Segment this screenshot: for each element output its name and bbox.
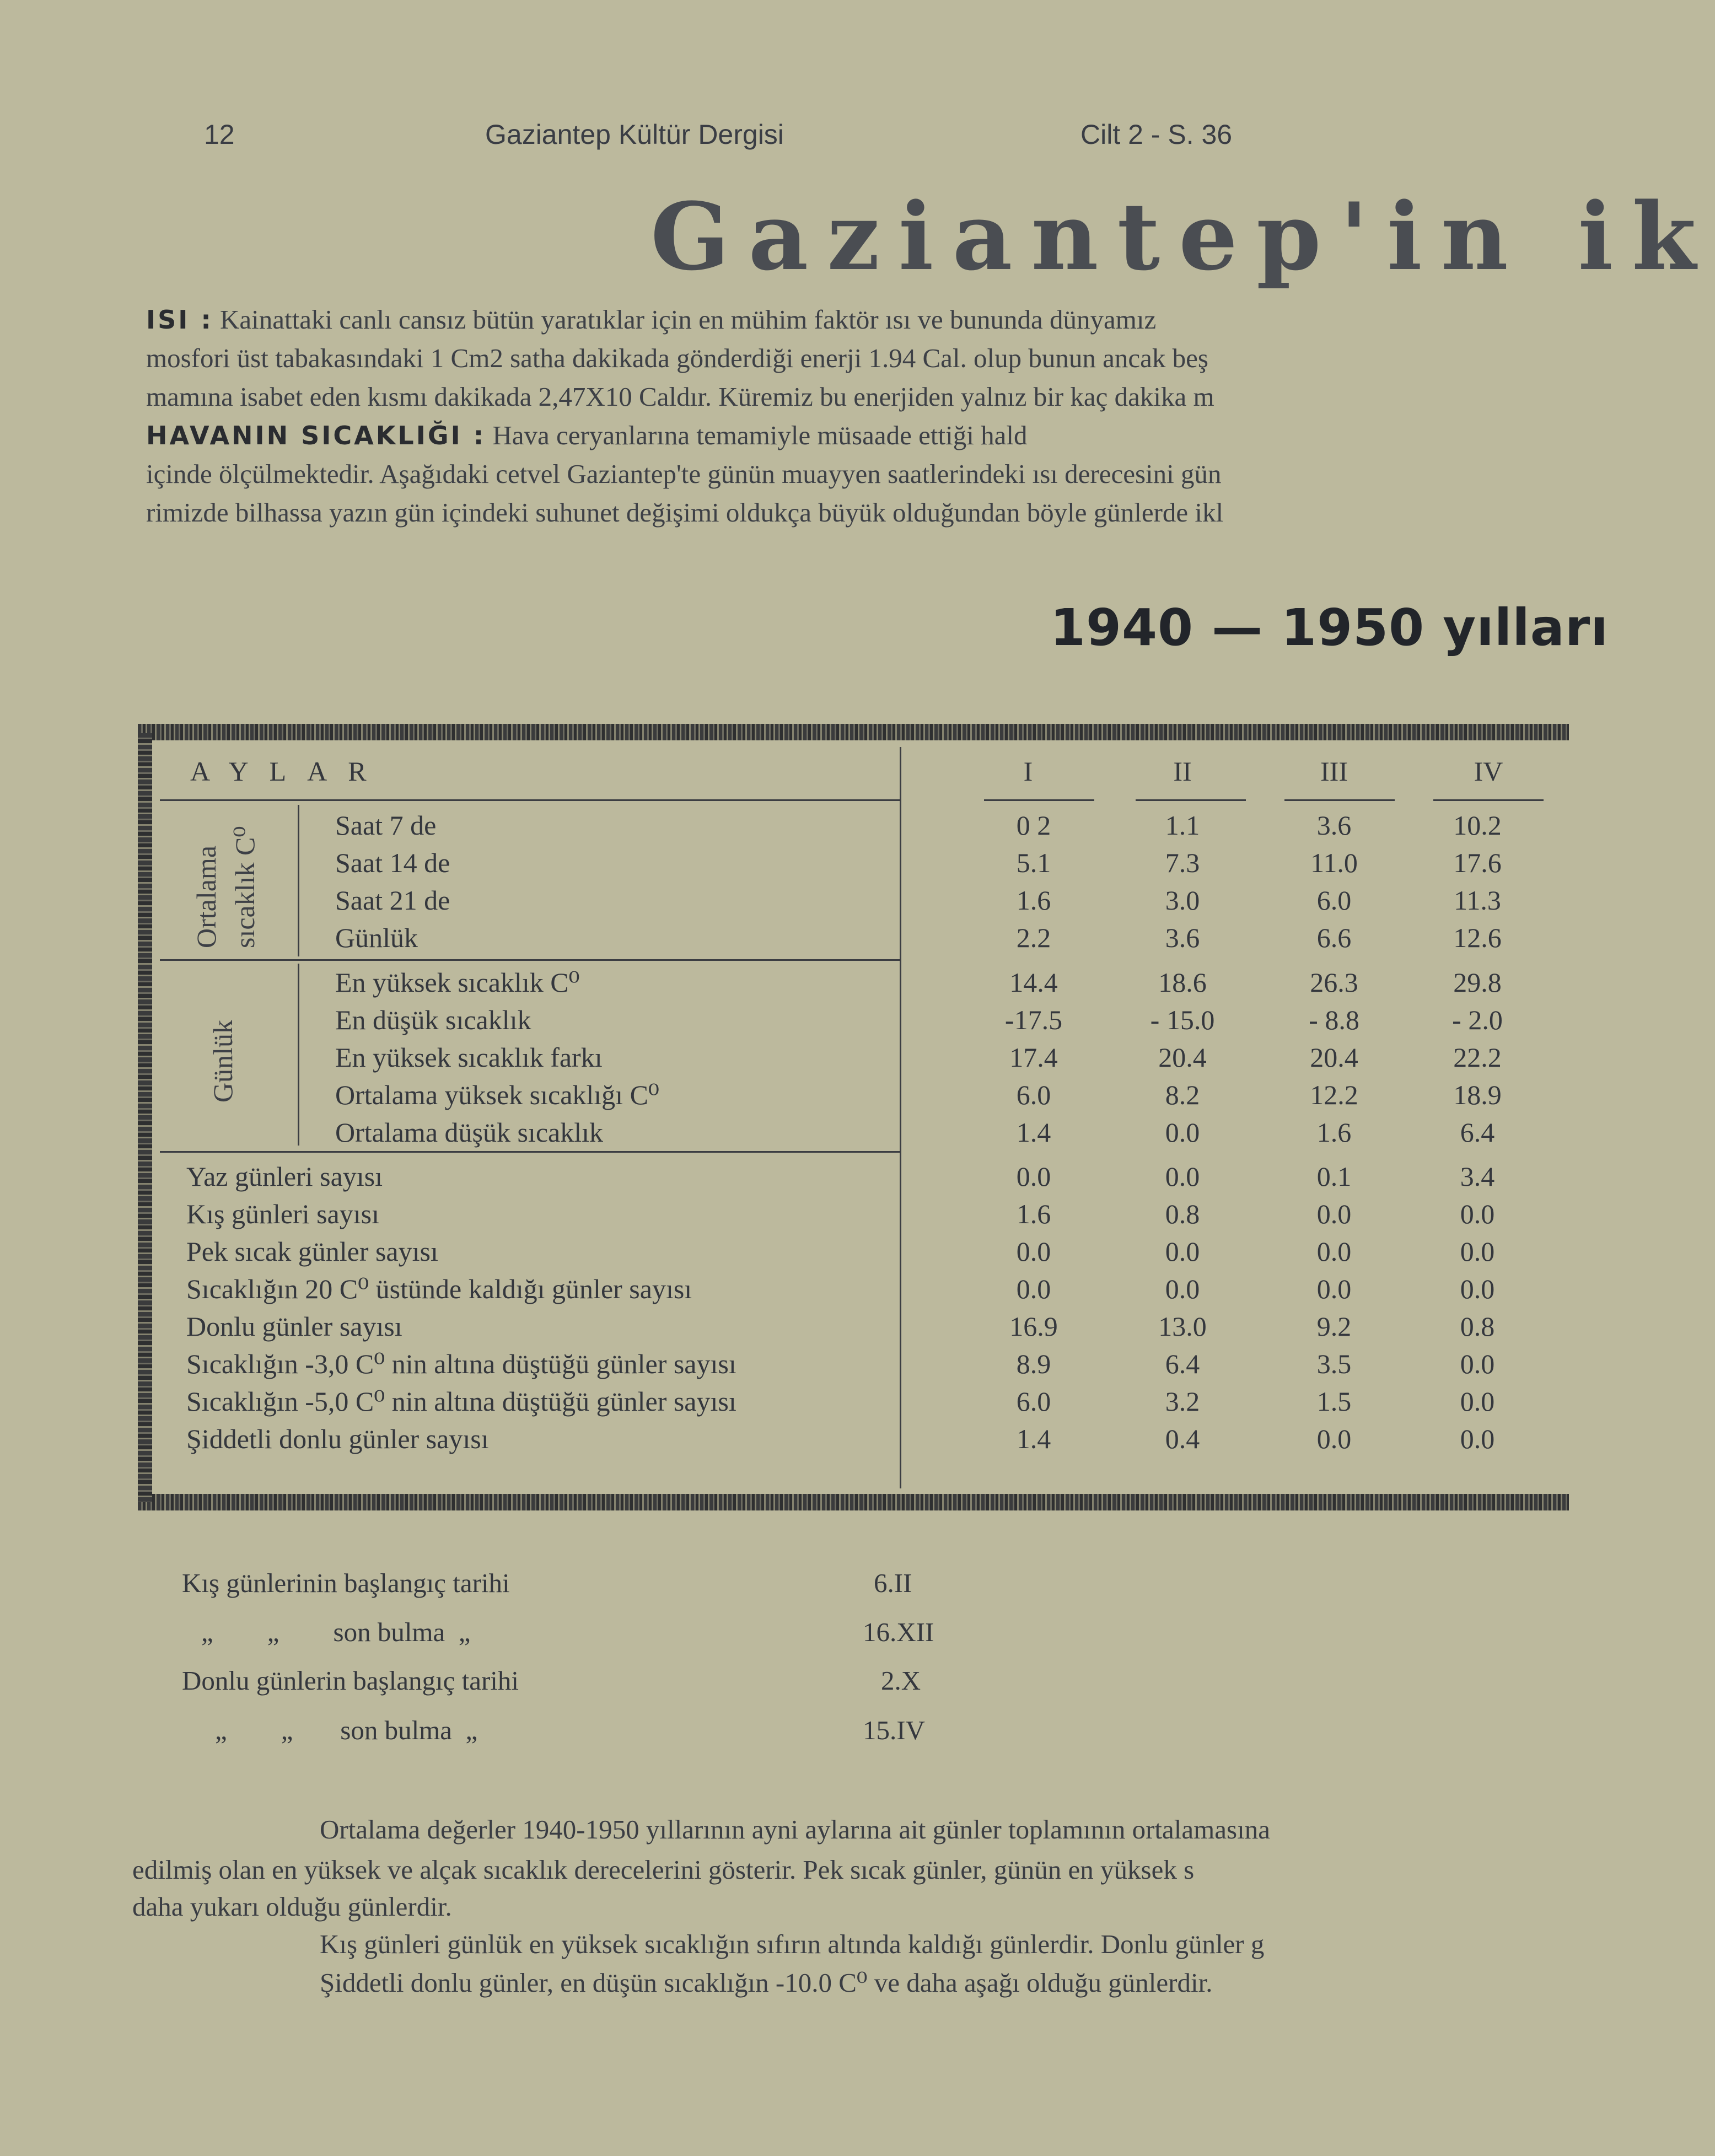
group2-rule xyxy=(298,964,299,1146)
row-label: Günlük xyxy=(335,922,418,953)
value-cell: 0.0 xyxy=(1016,1161,1051,1192)
page-number: 12 xyxy=(204,119,235,150)
value-cell: 0.0 xyxy=(1316,1236,1352,1267)
isi-label: ISI : xyxy=(146,305,213,335)
note-label: „ „ son bulma „ xyxy=(215,1715,478,1745)
value-cell: 0.0 xyxy=(1460,1386,1495,1417)
row-label: Sıcaklığın 20 C⁰ üstünde kaldığı günler sayısı xyxy=(186,1273,692,1304)
value-cell: 3.2 xyxy=(1165,1386,1200,1417)
journal-name: Gaziantep Kültür Dergisi xyxy=(485,119,784,150)
value-cell: 10.2 xyxy=(1453,810,1502,841)
value-cell: 6.0 xyxy=(1016,1079,1051,1110)
table-left-border xyxy=(138,733,152,1502)
intro-line-5: içinde ölçülmektedir. Aşağıdaki cetvel Gaziantep'te günün muayyen saatlerindeki ısı derecesini gün xyxy=(146,459,1222,489)
value-cell: - 2.0 xyxy=(1452,1004,1503,1035)
value-cell: 0.0 xyxy=(1165,1236,1200,1267)
row-label: Yaz günleri sayısı xyxy=(186,1161,383,1192)
value-cell: - 8.8 xyxy=(1309,1004,1359,1035)
table-subtitle: 1940 — 1950 yılları xyxy=(1050,598,1609,657)
value-cell: 1.5 xyxy=(1316,1386,1352,1417)
value-cell: 0.1 xyxy=(1316,1161,1352,1192)
group1-label-a: Ortalama xyxy=(191,845,222,948)
value-cell: 3.6 xyxy=(1316,810,1352,841)
row-label: Ortalama yüksek sıcaklığı C⁰ xyxy=(335,1079,659,1110)
row-label: Donlu günler sayısı xyxy=(186,1311,402,1342)
value-cell: -17.5 xyxy=(1004,1004,1063,1035)
group1-rule xyxy=(298,805,299,956)
value-cell: 18.6 xyxy=(1158,967,1207,998)
row-label: Ortalama düşük sıcaklık xyxy=(335,1117,603,1148)
value-cell: 13.0 xyxy=(1158,1311,1207,1342)
note-label: „ „ son bulma „ xyxy=(201,1617,471,1647)
value-cell: 0.0 xyxy=(1460,1348,1495,1379)
value-cell: 0.0 xyxy=(1460,1198,1495,1229)
value-cell: 8.2 xyxy=(1165,1079,1200,1110)
value-cell: 14.4 xyxy=(1009,967,1058,998)
month-rule-1 xyxy=(984,799,1094,801)
value-cell: 6.4 xyxy=(1460,1117,1495,1148)
month-header-2: II xyxy=(1173,756,1192,787)
value-cell: 1.6 xyxy=(1016,1198,1051,1229)
value-cell: 11.0 xyxy=(1310,847,1358,878)
group1-label-b: sıcaklık C⁰ xyxy=(229,826,260,948)
row-label: Pek sıcak günler sayısı xyxy=(186,1236,438,1267)
value-cell: 0.0 xyxy=(1460,1273,1495,1304)
month-header-3: III xyxy=(1320,756,1348,787)
row-label: En yüksek sıcaklık C⁰ xyxy=(335,967,580,998)
value-cell: 3.5 xyxy=(1316,1348,1352,1379)
value-cell: 6.0 xyxy=(1316,885,1352,916)
value-cell: 0.0 xyxy=(1316,1273,1352,1304)
value-cell: 0 2 xyxy=(1016,810,1051,841)
row-label: Saat 21 de xyxy=(335,885,450,916)
table-bottom-border xyxy=(138,1494,1569,1510)
footer-line-3: daha yukarı olduğu günlerdir. xyxy=(132,1891,452,1922)
value-cell: 0.8 xyxy=(1460,1311,1495,1342)
value-cell: 0.0 xyxy=(1460,1423,1495,1454)
group2-label: Günlük xyxy=(207,1020,238,1103)
table-top-border xyxy=(138,724,1569,740)
note-value: 2.X xyxy=(881,1665,921,1696)
row-label: Saat 7 de xyxy=(335,810,437,841)
value-cell: 1.1 xyxy=(1165,810,1200,841)
article-title: Gaziantep'in ik xyxy=(650,182,1715,291)
value-cell: 6.6 xyxy=(1316,922,1352,953)
intro-line-3: mamına isabet eden kısmı dakikada 2,47X10 Caldır. Küremiz bu enerjiden yalnız bir kaç dakika m xyxy=(146,381,1214,412)
note-value: 16.XII xyxy=(863,1617,934,1647)
value-cell: 26.3 xyxy=(1310,967,1358,998)
note-label: Donlu günlerin başlangıç tarihi xyxy=(182,1665,519,1696)
value-cell: 16.9 xyxy=(1009,1311,1058,1342)
value-cell: 17.6 xyxy=(1453,847,1502,878)
value-cell: 6.4 xyxy=(1165,1348,1200,1379)
intro-line-2: mosfori üst tabakasındaki 1 Cm2 satha dakikada gönderdiği enerji 1.94 Cal. olup bunun ancak beş xyxy=(146,343,1208,373)
footer-line-4: Kış günleri günlük en yüksek sıcaklığın sıfırın altında kaldığı günlerdir. Donlu günler g xyxy=(320,1929,1265,1959)
value-cell: 1.4 xyxy=(1016,1117,1051,1148)
value-cell: 3.4 xyxy=(1460,1161,1495,1192)
value-cell: 0.0 xyxy=(1460,1236,1495,1267)
value-cell: 6.0 xyxy=(1016,1386,1051,1417)
row-label: Sıcaklığın -5,0 C⁰ nin altına düştüğü günler sayısı xyxy=(186,1386,736,1417)
month-header-1: I xyxy=(1023,756,1033,787)
group2-bottom-rule xyxy=(160,1151,901,1153)
aylar-header: AYLAR xyxy=(190,756,388,787)
group1-bottom-rule xyxy=(160,959,901,961)
value-cell: 1.6 xyxy=(1316,1117,1352,1148)
row-label: En yüksek sıcaklık farkı xyxy=(335,1042,603,1073)
value-cell: - 15.0 xyxy=(1150,1004,1215,1035)
value-cell: 5.1 xyxy=(1016,847,1051,878)
value-cell: 3.6 xyxy=(1165,922,1200,953)
value-cell: 0.0 xyxy=(1016,1236,1051,1267)
row-label: Saat 14 de xyxy=(335,847,450,878)
issue-label: Cilt 2 - S. 36 xyxy=(1080,119,1233,150)
value-cell: 11.3 xyxy=(1454,885,1501,916)
row-label: En düşük sıcaklık xyxy=(335,1004,531,1035)
value-cell: 0.4 xyxy=(1165,1423,1200,1454)
intro-line-4: Hava ceryanlarına temamiyle müsaade ettiği hald xyxy=(492,420,1028,450)
value-cell: 0.0 xyxy=(1165,1273,1200,1304)
intro-line-1: Kainattaki canlı cansız bütün yaratıklar için en mühim faktör ısı ve bununda dünyamız xyxy=(220,304,1157,335)
value-cell: 29.8 xyxy=(1453,967,1502,998)
month-rule-4 xyxy=(1433,799,1544,801)
intro-paragraph xyxy=(146,300,1223,532)
month-header-4: IV xyxy=(1474,756,1503,787)
value-cell: 12.6 xyxy=(1453,922,1502,953)
row-label: Kış günleri sayısı xyxy=(186,1198,379,1229)
value-cell: 20.4 xyxy=(1158,1042,1207,1073)
intro-line-6: rimizde bilhassa yazın gün içindeki suhunet değişimi oldukça büyük olduğundan böyle günlerde ikl xyxy=(146,497,1224,528)
value-cell: 3.0 xyxy=(1165,885,1200,916)
value-cell: 0.0 xyxy=(1165,1117,1200,1148)
value-cell: 8.9 xyxy=(1016,1348,1051,1379)
value-cell: 0.0 xyxy=(1316,1198,1352,1229)
value-cell: 0.0 xyxy=(1016,1273,1051,1304)
value-cell: 7.3 xyxy=(1165,847,1200,878)
header-rule xyxy=(160,799,901,801)
note-value: 15.IV xyxy=(863,1715,925,1745)
month-rule-2 xyxy=(1136,799,1246,801)
value-cell: 0.0 xyxy=(1165,1161,1200,1192)
footer-line-1: Ortalama değerler 1940-1950 yıllarının ayni aylarına ait günler toplamının ortalamasına xyxy=(320,1814,1270,1845)
note-label: Kış günlerinin başlangıç tarihi xyxy=(182,1568,510,1598)
value-cell: 1.6 xyxy=(1016,885,1051,916)
row-label: Şiddetli donlu günler sayısı xyxy=(186,1423,489,1454)
footer-line-5: Şiddetli donlu günler, en düşün sıcaklığın -10.0 C⁰ ve daha aşağı olduğu günlerdir. xyxy=(320,1967,1213,1998)
value-cell: 18.9 xyxy=(1453,1079,1502,1110)
value-cell: 0.0 xyxy=(1316,1423,1352,1454)
value-cell: 17.4 xyxy=(1009,1042,1058,1073)
value-cell: 20.4 xyxy=(1310,1042,1358,1073)
footer-line-2: edilmiş olan en yüksek ve alçak sıcaklık derecelerini gösterir. Pek sıcak günler, günün en yüksek s xyxy=(132,1854,1195,1885)
value-cell: 2.2 xyxy=(1016,922,1051,953)
value-cell: 12.2 xyxy=(1310,1079,1358,1110)
value-cell: 22.2 xyxy=(1453,1042,1502,1073)
value-cell: 1.4 xyxy=(1016,1423,1051,1454)
note-value: 6.II xyxy=(874,1568,912,1598)
row-label: Sıcaklığın -3,0 C⁰ nin altına düştüğü günler sayısı xyxy=(186,1348,736,1379)
havanin-label: HAVANIN SICAKLIĞI : xyxy=(146,421,486,450)
label-column-rule xyxy=(900,747,901,1488)
month-rule-3 xyxy=(1284,799,1395,801)
value-cell: 9.2 xyxy=(1316,1311,1352,1342)
value-cell: 0.8 xyxy=(1165,1198,1200,1229)
